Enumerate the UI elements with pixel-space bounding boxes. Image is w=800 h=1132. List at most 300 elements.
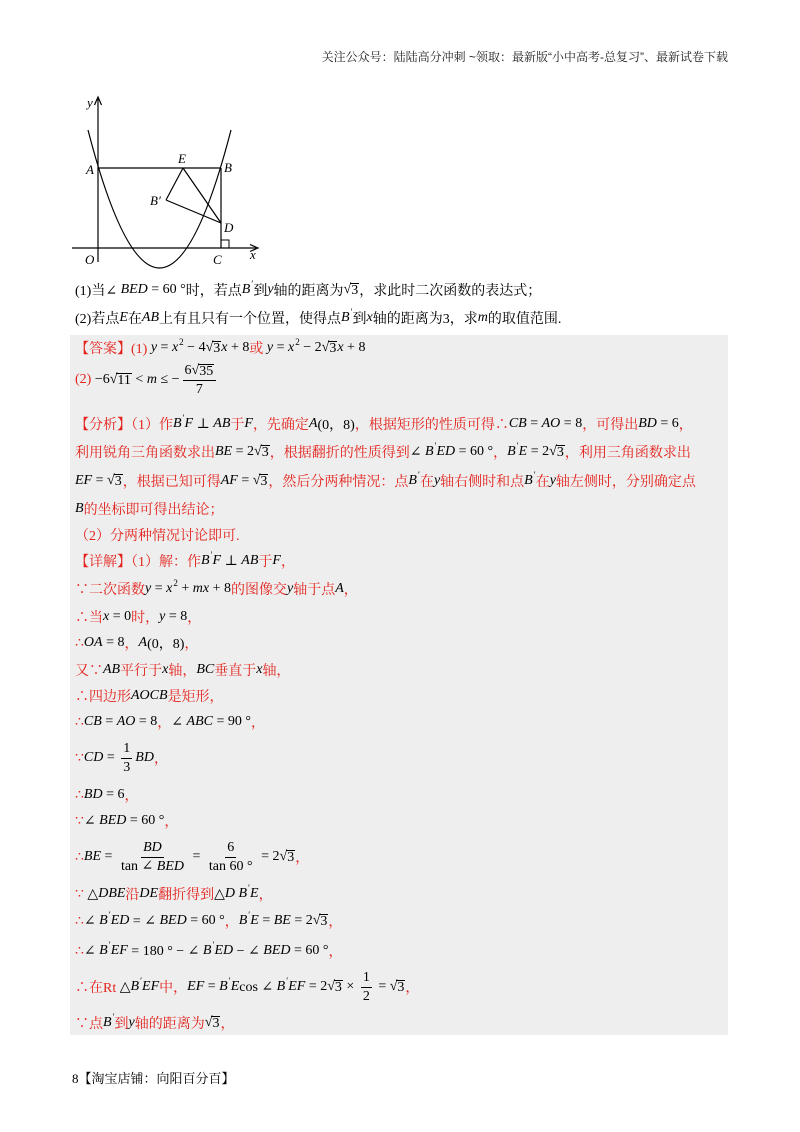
text: = 2	[527, 444, 550, 459]
answer-line-1	[75, 332, 365, 364]
math-variable: B	[276, 979, 286, 994]
text: 2	[362, 988, 370, 1004]
red-text: 于	[230, 418, 245, 433]
text: 到	[352, 312, 367, 327]
red-text: ，	[164, 815, 179, 830]
label-b-prime: B′	[150, 193, 161, 208]
red-text: 轴，	[262, 664, 291, 679]
fraction	[121, 741, 132, 776]
math-variable: B	[201, 553, 210, 568]
text: = 60 °	[455, 444, 494, 459]
text: =	[273, 340, 289, 355]
red-text: ，	[224, 915, 239, 930]
red-text: 中，	[159, 981, 188, 996]
red-text: 垂直于	[214, 664, 257, 679]
text: △	[119, 979, 131, 995]
superscript: ′	[182, 413, 185, 423]
superscript: ′	[434, 441, 437, 451]
math-variable: BED	[156, 858, 184, 874]
text: =	[151, 581, 167, 596]
red-text: ∴四边形	[75, 690, 131, 705]
red-text: ，	[153, 752, 168, 767]
radical-sign: √	[109, 372, 118, 387]
math-variable: CB	[508, 416, 527, 431]
math-variable: A	[308, 416, 318, 431]
square-root	[107, 473, 123, 489]
text: (0，8)	[317, 418, 355, 433]
superscript: 2	[179, 337, 184, 347]
math-variable: m	[146, 372, 157, 387]
math-variable: x	[288, 340, 295, 355]
square-root	[206, 340, 222, 356]
red-text: 利用锐角三角函数求出	[75, 446, 215, 461]
red-text: 【分析】（1）作	[75, 418, 173, 433]
text: = 8	[560, 416, 583, 431]
math-variable: B	[173, 416, 182, 431]
radical-sign: √	[343, 282, 352, 297]
detail-line-11	[75, 841, 309, 873]
text: tan ∠	[120, 858, 157, 874]
red-text: ，先确定	[252, 418, 309, 433]
red-text: ，	[328, 945, 343, 960]
red-text: ，	[124, 637, 139, 652]
math-variable: AB	[141, 310, 159, 325]
text: ∠	[409, 444, 425, 460]
denominator	[121, 759, 132, 776]
text: − ∠	[233, 943, 264, 959]
red-text: ，	[184, 637, 199, 652]
red-text: （2）分两种情况讨论即可.	[75, 529, 240, 544]
text: ∠	[83, 913, 100, 929]
detail-line-14	[75, 935, 342, 967]
square-root	[313, 913, 329, 929]
red-text: 时，	[131, 611, 160, 626]
text: △	[87, 886, 99, 902]
math-variable: BC	[196, 662, 215, 677]
text: = 60 °	[290, 943, 329, 958]
text: 轴的距离为3，求	[372, 312, 478, 327]
math-variable: A	[335, 581, 344, 596]
red-text: 轴，	[168, 664, 197, 679]
superscript: ′	[251, 279, 254, 289]
superscript: ′	[228, 976, 231, 986]
red-text: 沿	[125, 888, 140, 903]
math-variable: AO	[541, 416, 561, 431]
math-variable: B	[130, 979, 140, 994]
math-variable: F	[212, 553, 222, 568]
text: =	[92, 473, 108, 488]
math-variable: BD	[638, 416, 657, 431]
label-b: B	[224, 160, 232, 175]
red-text: 轴的距离为	[134, 1017, 205, 1032]
radical-sign: √	[312, 913, 321, 928]
radicand: 3	[261, 445, 269, 460]
math-variable: x	[162, 662, 169, 677]
radical-sign: √	[107, 473, 115, 488]
math-variable: DBE	[98, 886, 126, 901]
red-text: ，	[328, 915, 343, 930]
segment-eb-prime	[166, 168, 183, 200]
text: = 6	[102, 787, 125, 802]
text: 轴的距离为	[273, 284, 344, 299]
red-text: ，	[343, 583, 358, 598]
math-variable: BED	[159, 913, 187, 928]
superscript: 2	[295, 337, 300, 347]
math-variable: x	[103, 609, 110, 624]
text: 在	[127, 312, 142, 327]
math-variable: B	[103, 1015, 112, 1030]
radicand: 3	[260, 474, 268, 489]
text: ⊥	[221, 553, 242, 569]
text: =	[237, 473, 253, 488]
math-variable: BE	[273, 913, 291, 928]
analysis-line-2	[75, 436, 691, 468]
math-variable: EF	[75, 473, 93, 488]
math-variable: B	[99, 913, 108, 928]
fraction	[119, 840, 186, 875]
math-variable: BD	[135, 750, 154, 765]
page-footer: 8【淘宝店铺：向阳百分百】	[72, 1071, 235, 1086]
math-variable: y	[267, 282, 274, 297]
text: 上有且只有一个位置，使得点	[159, 312, 341, 327]
text: + 8	[343, 340, 366, 355]
text: 6	[227, 839, 235, 855]
red-text: ∵点	[75, 1017, 103, 1032]
denominator	[119, 858, 186, 875]
text: ∠	[83, 813, 100, 829]
text: 到	[253, 284, 268, 299]
math-variable: EF	[110, 943, 128, 958]
superscript: ′	[286, 976, 289, 986]
superscript: ′	[210, 550, 213, 560]
text: = ∠	[129, 913, 160, 929]
fraction	[207, 840, 255, 875]
red-text: ，	[187, 611, 202, 626]
fraction	[183, 363, 217, 398]
radicand: 11	[117, 373, 131, 388]
math-variable: B	[75, 501, 84, 516]
math-variable: BE	[215, 444, 233, 459]
math-variable: B	[424, 444, 434, 459]
math-variable: AF	[220, 473, 238, 488]
math-variable: B	[507, 444, 516, 459]
square-root	[344, 282, 360, 298]
red-text: 在	[419, 475, 434, 490]
radicand: 3	[329, 341, 337, 356]
red-text: ，	[157, 716, 172, 731]
red-text: 翻折得到	[158, 888, 215, 903]
radical-sign: √	[252, 473, 261, 488]
red-text: ，然后分两种情况：点	[268, 475, 409, 490]
text: =	[189, 849, 204, 864]
math-variable: AB	[213, 416, 231, 431]
red-text: 平行于	[120, 664, 163, 679]
superscript: ′	[516, 441, 519, 451]
red-text: 轴左侧时，分别确定点	[555, 475, 696, 490]
text: tan 60 °	[208, 858, 253, 874]
text: = 2	[257, 849, 280, 864]
text: ×	[342, 979, 358, 994]
text: 6	[184, 362, 192, 378]
text: =	[258, 913, 274, 928]
text: 3	[123, 759, 131, 775]
red-text: ，	[258, 888, 273, 903]
text: =	[101, 849, 116, 864]
math-variable: EF	[187, 979, 205, 994]
math-variable: DE	[139, 886, 159, 901]
text: 1	[362, 969, 370, 985]
math-variable: AO	[116, 714, 136, 729]
math-variable: x	[221, 340, 228, 355]
text: =	[101, 714, 117, 729]
math-variable: B	[524, 473, 533, 488]
radical-sign: √	[204, 1015, 213, 1030]
radical-sign: √	[191, 362, 200, 378]
text: = 60 °	[147, 282, 186, 297]
red-text: ∴	[75, 943, 84, 959]
math-variable: B	[408, 473, 417, 488]
text: + 8	[209, 581, 231, 596]
math-variable: E	[518, 444, 528, 459]
text: + 8	[227, 340, 250, 355]
math-variable: BED	[99, 813, 127, 828]
text: 的取值范围.	[487, 312, 562, 327]
math-variable: ABC	[186, 714, 213, 729]
square-root	[253, 473, 269, 489]
numerator	[225, 840, 236, 858]
math-variable: BD	[143, 839, 162, 855]
text: = 60 °	[186, 913, 225, 928]
superscript: ′	[108, 940, 111, 950]
red-text: ，	[250, 716, 265, 731]
text: =	[204, 979, 220, 994]
superscript: ′	[350, 307, 353, 317]
math-variable: CB	[83, 714, 102, 729]
text: +	[177, 581, 193, 596]
text: = 8	[135, 714, 158, 729]
math-variable: F	[184, 416, 194, 431]
red-text: ，	[405, 981, 420, 996]
math-variable: y	[286, 581, 294, 596]
math-variable: ED	[110, 913, 130, 928]
detail-line-13	[75, 905, 342, 937]
math-variable: BE	[83, 849, 102, 864]
radicand: 3	[334, 980, 342, 995]
math-variable: BD	[83, 787, 103, 802]
red-text: 于	[258, 555, 273, 570]
parabola-figure	[0, 0, 300, 280]
math-variable: E	[250, 913, 259, 928]
radicand: 3	[556, 445, 564, 460]
text: = 2	[290, 913, 313, 928]
radicand: 3	[320, 914, 328, 929]
right-angle-mark	[221, 240, 229, 248]
text: = 90 °	[212, 714, 251, 729]
text: ⊥	[193, 416, 214, 432]
square-root	[390, 979, 406, 995]
math-variable: y	[150, 340, 158, 355]
math-variable: A	[138, 635, 148, 650]
math-variable: ED	[214, 943, 234, 958]
math-variable: B	[99, 943, 108, 958]
text: ≤ −	[156, 372, 180, 387]
square-root	[280, 849, 296, 865]
red-text: ，可得出	[582, 418, 639, 433]
red-text: 又∵	[75, 664, 103, 679]
superscript: ′	[112, 1012, 115, 1022]
text: = 60 °	[126, 813, 165, 828]
denominator	[194, 381, 205, 398]
red-text: ∵	[75, 750, 84, 766]
label-o: O	[85, 252, 95, 267]
label-e: E	[178, 151, 186, 166]
red-text: ，	[295, 851, 310, 866]
text: − 4	[183, 340, 206, 355]
square-root	[110, 372, 132, 388]
red-text: 是矩形，	[167, 690, 224, 705]
radicand: 3	[212, 1016, 220, 1031]
math-variable: m	[477, 310, 488, 325]
text: = 180 ° − ∠	[127, 943, 203, 959]
math-variable: x	[256, 662, 263, 677]
numerator	[361, 970, 372, 988]
radical-sign: √	[279, 849, 288, 864]
text: 7	[195, 381, 203, 397]
radical-sign: √	[327, 979, 335, 994]
math-variable: mx	[192, 581, 210, 596]
text: (0，8)	[147, 637, 185, 652]
text: 1	[123, 740, 131, 756]
red-text: ∴	[75, 849, 84, 865]
red-text: 的坐标即可得出结论；	[83, 503, 224, 518]
math-variable: y	[128, 1015, 135, 1030]
red-text: ∴	[75, 787, 84, 803]
math-variable: E	[119, 310, 128, 325]
math-variable: E	[250, 886, 259, 901]
denominator	[207, 858, 255, 875]
text: (1)当∠	[75, 284, 121, 299]
red-text: ，	[220, 1017, 235, 1032]
math-variable: y	[433, 473, 441, 488]
math-variable: BED	[263, 943, 291, 958]
superscript: ′	[248, 883, 251, 893]
red-text: ∴	[75, 635, 84, 651]
radical-sign: √	[321, 340, 330, 355]
text: =	[157, 340, 172, 355]
superscript: ′	[140, 976, 143, 986]
text: =	[526, 416, 542, 431]
math-variable: x	[171, 340, 179, 355]
radical-sign: √	[389, 979, 398, 994]
label-a: A	[86, 162, 94, 177]
math-variable: F	[244, 416, 253, 431]
radicand: 3	[213, 341, 221, 356]
detail-line-7	[75, 706, 265, 738]
math-variable: B	[241, 282, 251, 297]
math-variable: y	[266, 340, 274, 355]
math-variable: ED	[436, 444, 456, 459]
math-variable: y	[159, 609, 166, 624]
math-variable: y	[549, 473, 556, 488]
answer-line-2	[75, 364, 219, 396]
red-text: ∵	[75, 813, 84, 829]
label-y: y	[87, 95, 93, 110]
red-text: 【详解】（1）解：作	[75, 555, 201, 570]
text: 时，若点	[185, 284, 242, 299]
text: (2)若点	[75, 312, 120, 327]
math-variable: BED	[120, 282, 148, 297]
math-variable: B	[341, 310, 350, 325]
red-text: 【答案】(1)	[75, 342, 151, 357]
numerator	[121, 741, 132, 759]
math-variable: x	[166, 581, 173, 596]
superscript: ′	[212, 940, 215, 950]
red-text: ∴	[75, 913, 84, 929]
red-text: ，	[280, 555, 295, 570]
math-variable: OA	[83, 635, 103, 650]
detail-line-8	[75, 742, 168, 774]
detail-line-15	[75, 971, 419, 1003]
text: △	[214, 886, 225, 902]
radicand: 3	[287, 850, 295, 865]
red-text: ，根据翻折的性质得到	[269, 446, 410, 461]
math-variable: B	[238, 913, 248, 928]
red-text: ∵二次函数	[75, 583, 145, 598]
math-variable: EF	[288, 979, 306, 994]
math-variable: AB	[103, 662, 121, 677]
math-variable: EF	[142, 979, 160, 994]
superscript: ′	[248, 910, 251, 920]
square-root	[322, 340, 338, 356]
square-root	[254, 444, 270, 460]
text: ∠	[171, 714, 187, 730]
math-variable: E	[230, 979, 240, 994]
red-text: ∴当	[75, 611, 103, 626]
math-variable: AB	[241, 553, 259, 568]
radical-sign: √	[254, 444, 262, 459]
superscript: 2	[173, 578, 178, 588]
radical-sign: √	[205, 340, 214, 355]
text: −6	[94, 372, 110, 387]
red-text: ∵	[75, 886, 88, 902]
math-variable: y	[145, 581, 152, 596]
red-text: ，	[678, 418, 693, 433]
math-variable: x	[366, 310, 373, 325]
square-root	[192, 363, 215, 379]
denominator	[361, 988, 372, 1005]
radicand: 35	[199, 363, 214, 379]
red-text: 到	[114, 1017, 129, 1032]
red-text: 在	[535, 475, 550, 490]
fraction	[361, 970, 372, 1005]
math-variable: B	[219, 979, 228, 994]
math-variable: B	[202, 943, 212, 958]
radicand: 3	[114, 474, 122, 489]
red-text: 轴于点	[293, 583, 336, 598]
radicand: 3	[397, 980, 405, 995]
red-text: 或	[249, 342, 267, 357]
red-text: ，	[124, 789, 139, 804]
text: =	[374, 979, 390, 994]
red-text: ，根据已知可得	[122, 475, 221, 490]
square-root	[549, 444, 565, 460]
numerator	[183, 363, 217, 381]
math-variable: x	[337, 340, 344, 355]
page-header: 关注公众号：陆陆高分冲刺 ~领取：最新版“小中高考-总复习”、最新试卷下载	[321, 50, 728, 64]
red-text: (2)	[75, 372, 95, 387]
red-text: 的图像交	[230, 583, 287, 598]
math-variable: D B	[224, 886, 248, 901]
